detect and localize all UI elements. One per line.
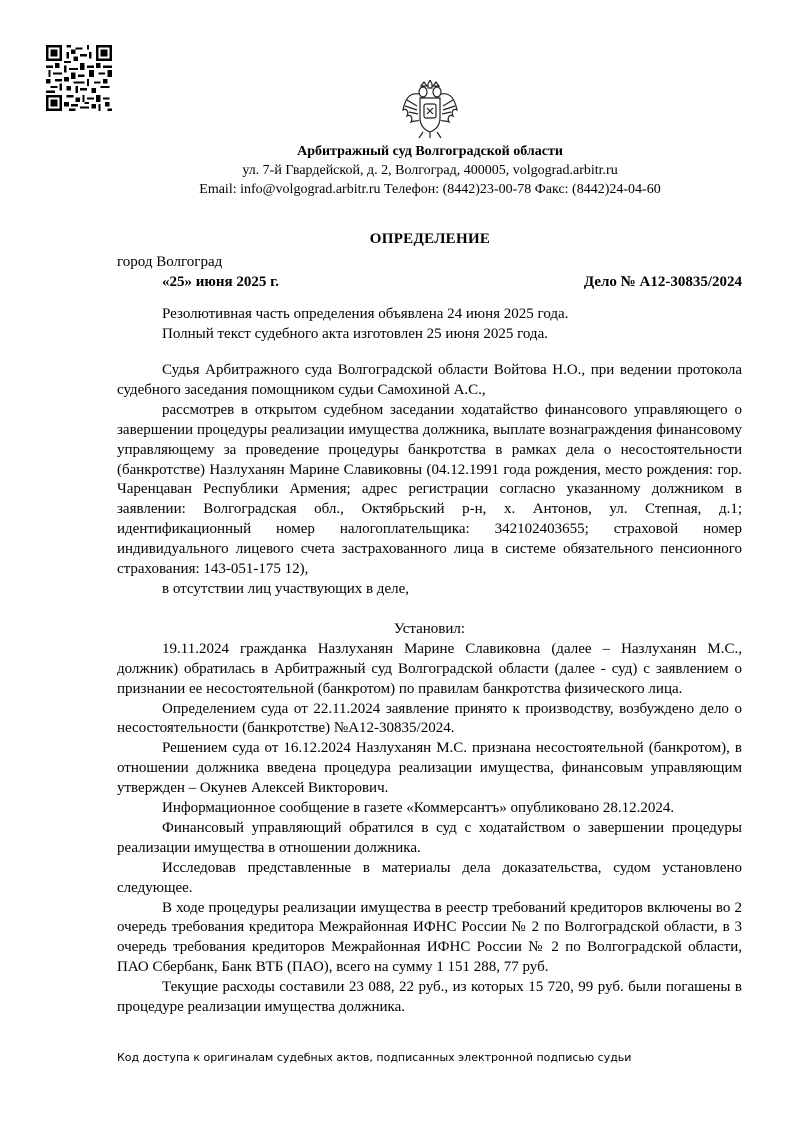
resolution-announced: Резолютивная часть определения объявлена 24 июня 2025 года.: [162, 306, 569, 322]
paragraph: Информационное сообщение в газете «Коммерсантъ» опубликовано 28.12.2024.: [162, 800, 675, 817]
document-body: [117, 361, 742, 1018]
court-header: [0, 142, 800, 199]
footer-note: Код доступа к оригиналам судебных актов, подписанных электронной подписью судьи: [117, 1051, 632, 1064]
paragraph: Текущие расходы составили 23 088, 22 руб., из которых 15 720, 99 руб. были погашены в процедуре реализации имущества должника.: [117, 979, 742, 1016]
paragraph: Финансовый управляющий обратился в суд с ходатайством о завершении процедуры реализации имущества в отношении должника.: [117, 819, 742, 856]
paragraph: Определением суда от 22.11.2024 заявление принято к производству, возбуждено дело о несостоятельности (банкротстве) №А12-30835/2024.: [117, 700, 742, 737]
coat-of-arms-icon: [401, 80, 459, 140]
full-text-prepared: Полный текст судебного акта изготовлен 25 июня 2025 года.: [162, 326, 548, 342]
document-title: ОПРЕДЕЛЕНИЕ: [369, 231, 491, 247]
paragraph: Решением суда от 16.12.2024 Назлуханян М.С. признана несостоятельной (банкротом), в отношении должника введена процедура реализации имущества, финансовым управляющим утвержден – Окунев Алексей Викторович.: [117, 740, 742, 797]
case-number: Дело № А12-30835/2024: [583, 274, 742, 290]
intro-block: [162, 304, 568, 344]
paragraph: рассмотрев в открытом судебном заседании ходатайство финансового управляющего о завершении процедуры реализации имущества должника, выплате вознаграждения финансовому управляющему за проведение процедуры банкротства в рамках дела о несостоятельности (банкротстве) Назлуханян Марине Славиковны (04.12.1991 года рождения, место рождения: гор. Чаренцаван Республики Армения; адрес регистрации согласно указанному должником в заявлении: Волгоградская обл., Октябрьский р-н, х. Антонов, ул. Степная, д.1; идентификационный номер налогоплательщика: 342102403655; страховой номер индивидуального лицевого счета застрахованного лица в системе обязательного пенсионного страхования: 143-051-175 12),: [117, 401, 742, 578]
paragraph: В ходе процедуры реализации имущества в реестр требований кредиторов включены во 2 очередь требования кредитора Межрайонная ИФНС России № 2 по Волгоградской области, в 3 очередь требования кредиторов Межрайонная ИФНС России № 2 по Волгоградской области, ПАО Сбербанк, Банк ВТБ (ПАО), всего на сумму 1 151 288, 77 руб.: [117, 899, 742, 976]
qr-code-icon: [46, 45, 112, 111]
section-heading: Установил:: [393, 620, 466, 637]
paragraph: в отсутствии лиц участвующих в деле,: [162, 580, 409, 597]
court-contacts: Email: info@volgograd.arbitr.ru Телефон: (8442)23-00-78 Факс: (8442)24-04-60: [199, 182, 661, 197]
document-date: «25» июня 2025 г.: [162, 274, 279, 290]
court-name: Арбитражный суд Волгоградской области: [297, 144, 563, 159]
paragraph: 19.11.2024 гражданка Назлуханян Марине Славиковна (далее – Назлуханян М.С., должник) обратилась в Арбитражный суд Волгоградской области (далее - суд) с заявлением о признании ее несостоятельной (банкротом) по правилам банкротства физического лица.: [117, 640, 742, 697]
paragraph: Судья Арбитражного суда Волгоградской области Войтова Н.О., при ведении протокола судебного заседания помощником судьи Самохиной А.С.,: [117, 362, 742, 398]
court-address: ул. 7-й Гвардейской, д. 2, Волгоград, 400005, volgograd.arbitr.ru: [242, 163, 618, 178]
city: город Волгоград: [117, 254, 223, 270]
paragraph: Исследовав представленные в материалы дела доказательства, судом установлено следующее.: [117, 859, 742, 896]
